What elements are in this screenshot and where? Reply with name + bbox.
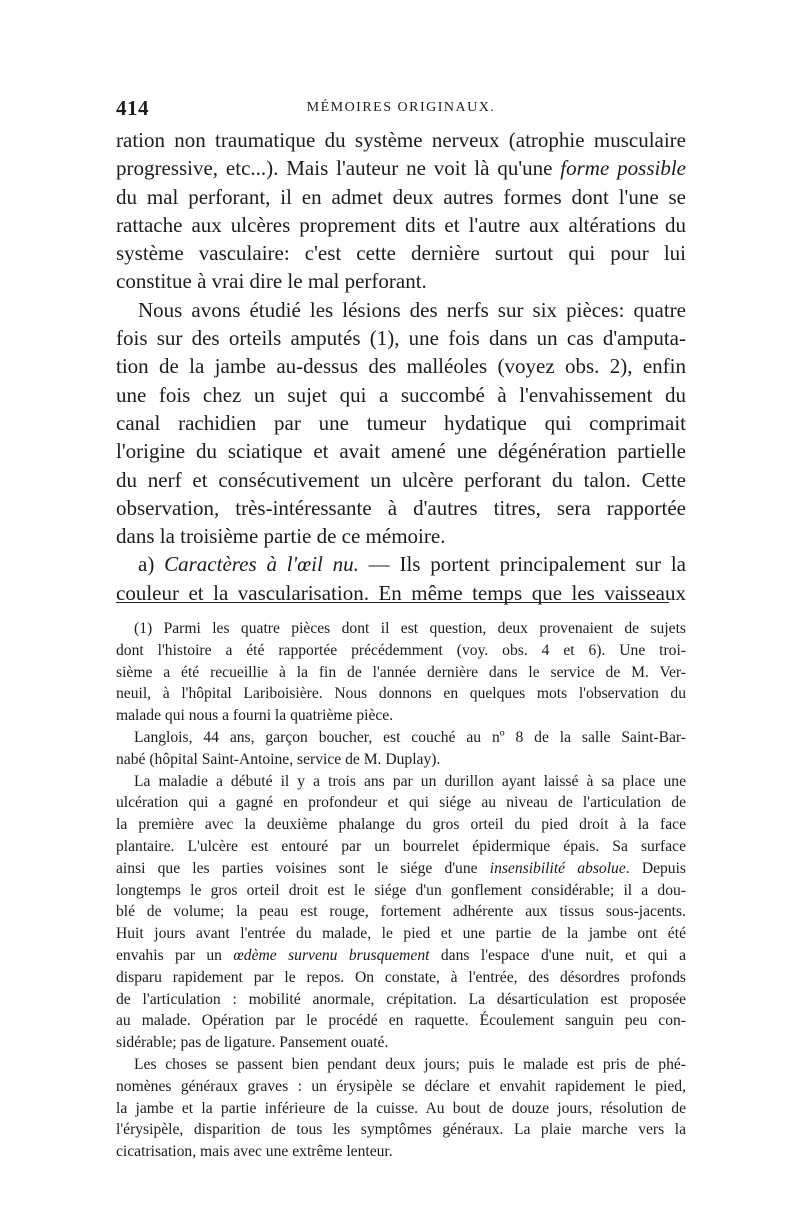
footnote-line: Langlois, 44 ans, garçon boucher, est couché au nº 8 de la salle Saint-Bar- <box>134 728 686 746</box>
footnote-line: malade qui nous a fourni la quatrième pièce. <box>116 707 394 725</box>
footnote-line: nabé (hôpital Saint-Antoine, service de M. Duplay). <box>116 750 441 768</box>
footnote-line: disparu rapidement par le repos. On constate, à l'entrée, des désordres profonds <box>116 968 686 986</box>
text-line: a) Caractères à l'œil nu. — Ils portent principalement sur la <box>138 552 686 577</box>
footnote-line: la première avec la deuxième phalange du gros orteil du pied droit à la face <box>116 816 686 834</box>
footnote-line: plantaire. L'ulcère est entouré par un bourrelet épidermique épais. Sa surface <box>116 837 686 855</box>
text-line: une fois chez un sujet qui a succombé à l'envahissement du <box>116 382 686 407</box>
text-line: Nous avons étudié les lésions des nerfs sur six pièces: quatre <box>138 297 686 322</box>
footnote-line: ulcération qui a gagné en profondeur et qui siége au niveau de l'articulation de <box>116 794 686 812</box>
main-text <box>116 126 686 607</box>
text-line: l'origine du sciatique et avait amené une dégénération partielle <box>116 439 686 464</box>
emphasis: Caractères à l'œil nu. <box>164 552 359 577</box>
footnote-line: Les choses se passent bien pendant deux jours; puis le malade est pris de phé- <box>134 1055 686 1073</box>
text-line: système vasculaire: c'est cette dernière surtout qui pour lui <box>116 241 686 266</box>
text-line: rattache aux ulcères proprement dits et l'autre aux altérations du <box>116 212 686 237</box>
text-line: couleur et la vascularisation. En même temps que les vaisseaux <box>116 580 686 605</box>
footnote-line: cicatrisation, mais avec une extrême lenteur. <box>116 1143 393 1161</box>
text-line: constitue à vrai dire le mal perforant. <box>116 269 427 294</box>
text-line: canal rachidien par une tumeur hydatique qui comprimait <box>116 410 686 435</box>
footnote-line: La maladie a débuté il y a trois ans par un durillon ayant laissé à sa place une <box>134 772 686 790</box>
text-line: progressive, etc...). Mais l'auteur ne voit là qu'une forme possible <box>116 156 686 181</box>
footnote-line: longtemps le gros orteil droit est le siége d'un gonflement considérable; il a dou- <box>116 881 686 899</box>
footnote-line: Huit jours avant l'entrée du malade, le pied et une partie de la jambe ont été <box>116 925 686 943</box>
emphasis: forme possible <box>560 156 686 181</box>
text-line: ration non traumatique du système nerveux (atrophie musculaire <box>116 128 686 152</box>
text-line: dans la troisième partie de ce mémoire. <box>116 524 446 549</box>
emphasis: insensibilité absolue <box>489 859 626 877</box>
page-header <box>116 96 686 122</box>
text-line: observation, très-intéressante à d'autres titres, sera rapportée <box>116 495 686 520</box>
footnote-line: ainsi que les parties voisines sont le siége d'une insensibilité absolue. Depuis <box>116 859 686 877</box>
footnote-line: la jambe et la partie inférieure de la cuisse. Au bout de douze jours, résolution de <box>116 1099 686 1117</box>
footnote-line: sidérable; pas de ligature. Pansement ouaté. <box>116 1034 389 1052</box>
emphasis: œdème survenu brusquement <box>233 946 430 964</box>
running-title: MÉMOIRES ORIGINAUX. <box>306 100 496 115</box>
footnote-line: (1) Parmi les quatre pièces dont il est question, deux provenaient de sujets <box>134 620 686 637</box>
footnote-rule <box>116 602 669 603</box>
page-number: 414 <box>116 96 149 120</box>
footnote-line: au malade. Opération par le procédé en raquette. Écoulement sanguin peu con- <box>116 1012 686 1030</box>
text-line: du nerf et consécutivement un ulcère perforant du talon. Cette <box>116 467 686 492</box>
footnote-line: nomènes généraux graves : un érysipèle se déclare et envahit rapidement le pied, <box>116 1077 686 1095</box>
footnote-line: dont l'histoire a été rapportée précédemment (voy. obs. 4 et 6). Une troi- <box>116 641 686 659</box>
footnote <box>116 618 686 1163</box>
footnote-line: sième a été recueillie à la fin de l'année dernière dans le service de M. Ver- <box>116 663 686 681</box>
footnote-line: blé de volume; la peau est rouge, fortement adhérente aux tissus sous-jacents. <box>116 903 686 921</box>
text-line: du mal perforant, il en admet deux autres formes dont l'une se <box>116 184 686 209</box>
footnote-line: de l'articulation : mobilité anormale, crépitation. La désarticulation est proposée <box>116 990 686 1008</box>
footnote-line: l'érysipèle, disparition de tous les symptômes généraux. La plaie marche vers la <box>116 1121 686 1139</box>
footnote-line: envahis par un œdème survenu brusquement dans l'espace d'une nuit, et qui a <box>116 946 686 964</box>
text-line: fois sur des orteils amputés (1), une fois dans un cas d'amputa- <box>116 326 686 351</box>
footnote-line: neuil, à l'hôpital Lariboisière. Nous donnons en quelques mots l'observation du <box>116 685 686 703</box>
text-line: tion de la jambe au-dessus des malléoles (voyez obs. 2), enfin <box>116 354 686 379</box>
